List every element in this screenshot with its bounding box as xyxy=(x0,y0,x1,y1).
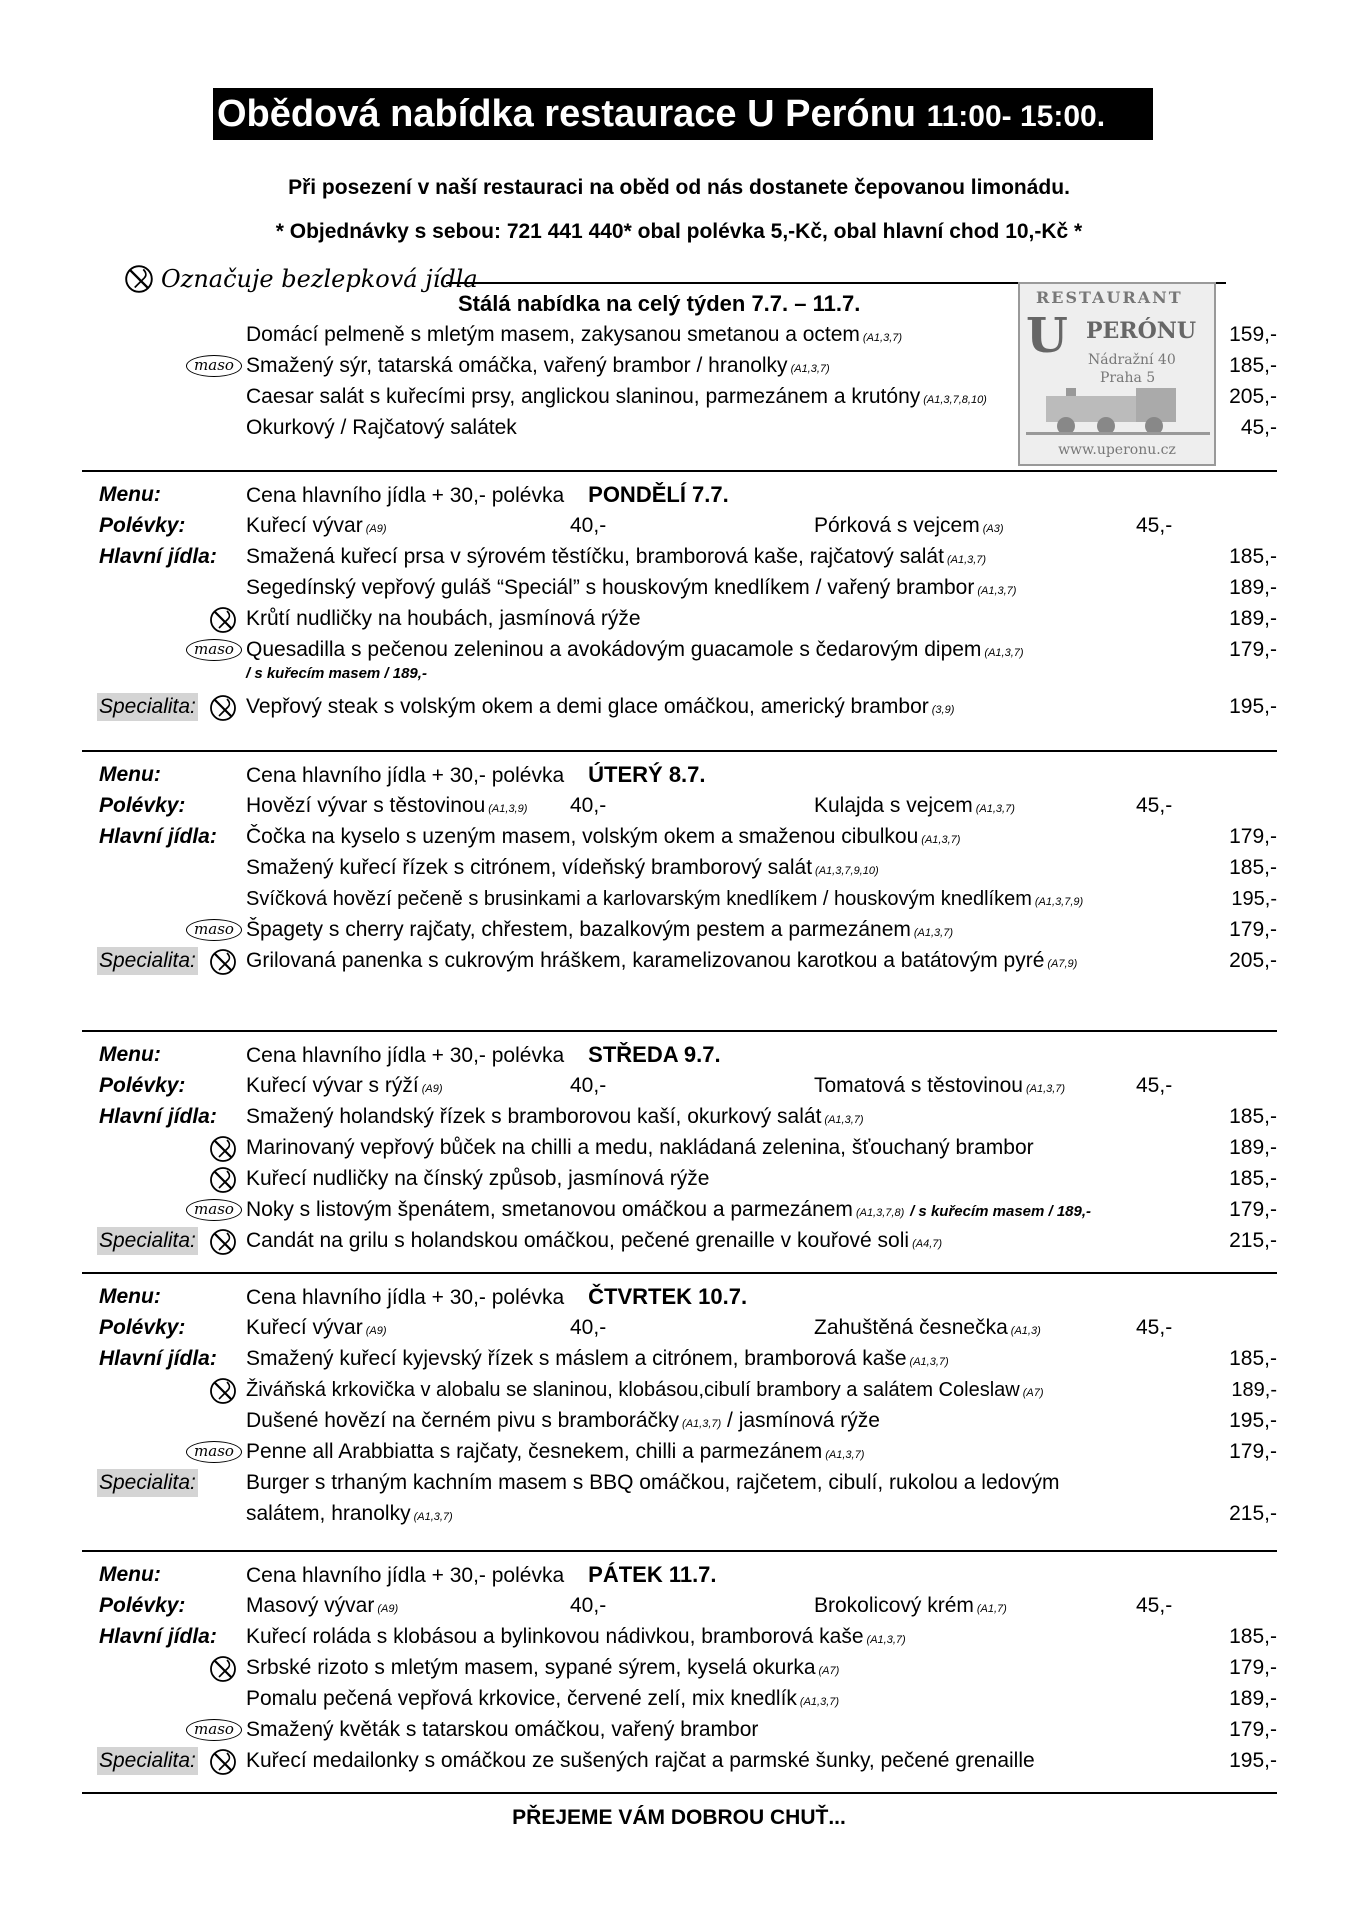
item-name xyxy=(246,320,902,353)
special-label: Specialita: xyxy=(97,1227,198,1255)
soup-name: Hovězí vývar s těstovinou xyxy=(246,794,486,817)
allergens: (A1,3,7) xyxy=(799,1696,840,1708)
price: 179,- xyxy=(1229,825,1277,848)
menu-price-note xyxy=(246,1560,717,1591)
item-name xyxy=(246,822,960,855)
mains-label: Hlavní jídla: xyxy=(99,1347,217,1370)
special-row-cont xyxy=(0,1499,1358,1529)
list-item xyxy=(0,1102,1358,1132)
item-name xyxy=(246,1406,880,1439)
item-name xyxy=(246,382,987,415)
allergens: (A1,3,7) xyxy=(824,1114,864,1126)
item-name: Burger s trhaným kachním masem s BBQ omáčkou, rajčetem, cibulí, rukolou a ledovým xyxy=(246,1471,1060,1494)
menu-row xyxy=(0,1560,1358,1590)
price: 189,- xyxy=(1231,1379,1277,1401)
allergens: (A7) xyxy=(818,1665,840,1677)
mains-label: Hlavní jídla: xyxy=(99,1625,217,1648)
meat-badge-text: maso xyxy=(186,1719,242,1741)
meat-badge-text: maso xyxy=(186,1199,242,1221)
item-name: Kuřecí medailonky s omáčkou ze sušených rajčat a parmské šunky, pečené grenaille xyxy=(246,1749,1035,1772)
item-name xyxy=(246,1653,839,1686)
price: 195,- xyxy=(1229,695,1277,718)
list-item xyxy=(0,1164,1358,1194)
divider xyxy=(82,750,1277,752)
allergens: (A1,3) xyxy=(1010,1325,1041,1337)
logo-city: Praha 5 xyxy=(1100,370,1156,386)
menu-price-text: Cena hlavního jídla + 30,- polévka xyxy=(246,764,565,787)
item-name xyxy=(246,1499,453,1532)
item-text: Smažená kuřecí prsa v sýrovém těstíčku, bramborová kaše, rajčatový salát xyxy=(246,545,944,568)
item-text: Smažený holandský řízek s bramborovou kaší, okurkový salát xyxy=(246,1105,822,1128)
allergens: (A1,3,7) xyxy=(909,1356,949,1368)
item-text: Pomalu pečená vepřová krkovice, červené zelí, mix knedlík xyxy=(246,1687,797,1710)
list-item xyxy=(0,853,1358,883)
menu-label: Menu: xyxy=(99,483,161,506)
item-name xyxy=(246,915,953,948)
mains-label: Hlavní jídla: xyxy=(99,1105,217,1128)
price: 185,- xyxy=(1229,1105,1277,1128)
soup-2 xyxy=(814,1313,1041,1346)
item-name xyxy=(246,542,986,575)
meat-badge-text: maso xyxy=(186,1441,242,1463)
divider xyxy=(82,1550,1277,1552)
logo-name: PERÓNU xyxy=(1086,318,1197,344)
opening-hours: 11:00- 15:00. xyxy=(926,100,1106,133)
allergens: (A1,3,7) xyxy=(975,803,1015,815)
list-item xyxy=(0,1195,1358,1225)
menu-label: Menu: xyxy=(99,1043,161,1066)
item-name xyxy=(246,1622,906,1655)
soup-price: 45,- xyxy=(1136,1074,1173,1097)
item-name: Smažený květák s tatarskou omáčkou, vařený brambor xyxy=(246,1718,759,1741)
item-name xyxy=(246,692,954,725)
item-name xyxy=(246,351,830,384)
list-item xyxy=(0,1715,1358,1745)
allergens: (A1,3,7) xyxy=(413,1511,453,1523)
gluten-free-icon xyxy=(208,948,238,976)
menu-row xyxy=(0,760,1358,790)
soup-2 xyxy=(814,511,1004,544)
list-item xyxy=(0,884,1358,914)
allergens: (A1,3,7,8,10) xyxy=(923,394,987,406)
price: 215,- xyxy=(1229,1502,1277,1525)
meat-badge-text: maso xyxy=(186,639,242,661)
logo-web: www.uperonu.cz xyxy=(1058,442,1176,458)
allergens: (A9) xyxy=(377,1603,399,1615)
price: 179,- xyxy=(1229,1198,1277,1221)
item-text: Caesar salát s kuřecími prsy, anglickou slaninou, parmezánem a krutóny xyxy=(246,385,921,408)
menu-label: Menu: xyxy=(99,1563,161,1586)
item-name xyxy=(246,1344,949,1377)
gluten-free-icon xyxy=(208,1166,238,1194)
soup-price: 40,- xyxy=(570,794,607,817)
soup-2 xyxy=(814,1071,1065,1104)
allergens: (A7,9) xyxy=(1047,958,1078,970)
meat-badge xyxy=(186,355,242,377)
soup-price: 40,- xyxy=(570,1594,607,1617)
variant-note: / s kuřecím masem / 189,- xyxy=(910,1203,1092,1220)
item-text: Quesadilla s pečenou zeleninou a avokádovým guacamole s čedarovým dipem xyxy=(246,638,982,661)
price: 179,- xyxy=(1229,1718,1277,1741)
price: 185,- xyxy=(1229,1347,1277,1370)
allergens: (A1,3,7,9) xyxy=(1034,896,1084,908)
price: 45,- xyxy=(1240,416,1277,439)
meat-badge-text: maso xyxy=(186,355,242,377)
menu-price-text: Cena hlavního jídla + 30,- polévka xyxy=(246,484,565,507)
soup-name: Kuřecí vývar xyxy=(246,514,363,537)
soup-price: 45,- xyxy=(1136,1316,1173,1339)
gluten-free-icon xyxy=(208,1748,238,1776)
soup-price: 45,- xyxy=(1136,1594,1173,1617)
special-row xyxy=(0,946,1358,976)
allergens: (A9) xyxy=(365,523,387,535)
item-name xyxy=(246,1684,839,1717)
item-text: Čočka na kyselo s uzeným masem, volským okem a smaženou cibulkou xyxy=(246,825,919,848)
divider xyxy=(82,1272,1277,1274)
meat-badge xyxy=(186,1199,242,1221)
item-name xyxy=(246,1226,942,1259)
item-name: Okurkový / Rajčatový salátek xyxy=(246,416,517,439)
menu-price-text: Cena hlavního jídla + 30,- polévka xyxy=(246,1286,565,1309)
list-item xyxy=(0,1133,1358,1163)
soup-name: Zahuštěná česnečka xyxy=(814,1316,1008,1339)
meat-badge xyxy=(186,1441,242,1463)
allergens: (A1,3,7,9,10) xyxy=(815,865,879,877)
day-heading: ÚTERÝ 8.7. xyxy=(588,762,706,787)
item-text: Noky s listovým špenátem, smetanovou omáčkou a parmezánem xyxy=(246,1198,853,1221)
soups-label: Polévky: xyxy=(99,514,186,537)
price: 179,- xyxy=(1229,918,1277,941)
list-item xyxy=(0,915,1358,945)
price: 185,- xyxy=(1229,856,1277,879)
weekly-offer-heading: Stálá nabídka na celý týden 7.7. – 11.7. xyxy=(458,291,861,316)
item-text: Domácí pelmeně s mletým masem, zakysanou smetanou a octem xyxy=(246,323,860,346)
item-name: Marinovaný vepřový bůček na chilli a medu, nakládaná zelenina, šťouchaný brambor xyxy=(246,1136,1034,1159)
item-text: Špagety s cherry rajčaty, chřestem, bazalkovým pestem a parmezánem xyxy=(246,918,911,941)
soup-1 xyxy=(246,1313,386,1346)
soup-price: 40,- xyxy=(570,1316,607,1339)
allergens: (A1,3,7) xyxy=(1025,1083,1066,1095)
logo-letter: U xyxy=(1026,308,1068,364)
menu-price-note xyxy=(246,480,729,511)
item-name xyxy=(246,1102,864,1135)
item-text: Srbské rizoto s mletým masem, sypané sýrem, kyselá okurka xyxy=(246,1656,816,1679)
allergens: (A1,3,7) xyxy=(790,363,830,375)
list-item xyxy=(0,1437,1358,1467)
soup-2 xyxy=(814,791,1015,824)
closing-message: PŘEJEME VÁM DOBROU CHUŤ... xyxy=(512,1806,846,1829)
item-text: Živáňská krkovička v alobalu se slaninou, klobásou,cibulí brambory a salátem Coleslaw xyxy=(246,1379,1020,1401)
gluten-free-icon xyxy=(208,694,238,722)
soup-price: 40,- xyxy=(570,514,607,537)
soup-name: Brokolicový krém xyxy=(814,1594,974,1617)
price: 195,- xyxy=(1229,1749,1277,1772)
soups-row xyxy=(0,791,1358,821)
logo-address: Nádražní 40 xyxy=(1088,352,1176,368)
price: 205,- xyxy=(1229,385,1277,408)
gluten-free-legend-text: Označuje bezlepková jídla xyxy=(161,265,478,293)
gluten-free-icon xyxy=(208,1655,238,1683)
item-text: Segedínský vepřový guláš “Speciál” s houskovým knedlíkem / vařený brambor xyxy=(246,576,975,599)
soup-name: Kuřecí vývar xyxy=(246,1316,363,1339)
price: 205,- xyxy=(1229,949,1277,972)
price: 185,- xyxy=(1229,354,1277,377)
item-name xyxy=(246,884,1083,917)
list-item xyxy=(0,573,1358,603)
allergens: (A9) xyxy=(365,1325,387,1337)
price: 195,- xyxy=(1231,888,1277,910)
menu-price-text: Cena hlavního jídla + 30,- polévka xyxy=(246,1564,565,1587)
price: 185,- xyxy=(1229,1167,1277,1190)
item-text: Smažený kuřecí kyjevský řízek s máslem a citrónem, bramborová kaše xyxy=(246,1347,907,1370)
item-text: Smažený kuřecí řízek s citrónem, vídeňský bramborový salát xyxy=(246,856,813,879)
soups-label: Polévky: xyxy=(99,1594,186,1617)
meat-badge xyxy=(186,1719,242,1741)
item-name: Kuřecí nudličky na čínský způsob, jasmínová rýže xyxy=(246,1167,710,1190)
day-heading: ČTVRTEK 10.7. xyxy=(588,1284,748,1309)
allergens: (A3) xyxy=(982,523,1004,535)
meat-badge-text: maso xyxy=(186,919,242,941)
price: 189,- xyxy=(1229,576,1277,599)
soups-label: Polévky: xyxy=(99,794,186,817)
list-item xyxy=(0,604,1358,634)
allergens: (A1,3,7) xyxy=(866,1634,906,1646)
soup-name: Tomatová s těstovinou xyxy=(814,1074,1023,1097)
divider xyxy=(82,1030,1277,1032)
item-name xyxy=(246,1375,1043,1408)
menu-price-note xyxy=(246,1282,747,1313)
soup-1 xyxy=(246,1071,442,1104)
list-item xyxy=(0,1344,1358,1374)
price: 189,- xyxy=(1229,1136,1277,1159)
item-name xyxy=(246,573,1016,606)
list-item xyxy=(0,1653,1358,1683)
day-heading: STŘEDA 9.7. xyxy=(588,1042,721,1067)
variant-note: / s kuřecím masem / 189,- xyxy=(246,665,427,682)
soup-name: Kuřecí vývar s rýží xyxy=(246,1074,419,1097)
list-item xyxy=(0,1622,1358,1652)
gluten-free-icon xyxy=(208,1377,238,1405)
item-name xyxy=(246,1195,1091,1228)
list-item xyxy=(0,542,1358,572)
special-label: Specialita: xyxy=(97,1469,198,1497)
allergens: (A1,3,7) xyxy=(682,1418,722,1430)
soups-label: Polévky: xyxy=(99,1316,186,1339)
item-alternative: / jasmínová rýže xyxy=(727,1409,880,1432)
menu-label: Menu: xyxy=(99,1285,161,1308)
menu-price-note xyxy=(246,1040,721,1071)
allergens: (A1,3,7) xyxy=(977,585,1017,597)
allergens: (A7) xyxy=(1022,1387,1044,1399)
mains-label: Hlavní jídla: xyxy=(99,545,217,568)
list-item xyxy=(0,1406,1358,1436)
allergens: (A1,3,7,8) xyxy=(855,1207,905,1219)
price: 179,- xyxy=(1229,1656,1277,1679)
allergens: (3,9) xyxy=(931,704,955,716)
gluten-free-icon xyxy=(208,1135,238,1163)
menu-row xyxy=(0,480,1358,510)
soups-row xyxy=(0,511,1358,541)
price: 159,- xyxy=(1229,323,1277,346)
item-name xyxy=(246,853,879,886)
price: 179,- xyxy=(1229,638,1277,661)
special-label: Specialita: xyxy=(97,693,198,721)
item-text: Candát na grilu s holandskou omáčkou, pečené grenaille v kouřové soli xyxy=(246,1229,910,1252)
title-text: Obědová nabídka restaurace U Perónu xyxy=(217,93,917,135)
meat-badge xyxy=(186,919,242,941)
gluten-free-legend xyxy=(123,262,478,296)
soup-name: Pórková s vejcem xyxy=(814,514,980,537)
special-row xyxy=(0,1746,1358,1776)
item-text: Kuřecí roláda s klobásou a bylinkovou nádivkou, bramborová kaše xyxy=(246,1625,864,1648)
item-text: Svíčková hovězí pečeně s brusinkami a karlovarským knedlíkem / houskovým knedlíkem xyxy=(246,888,1032,910)
soups-row xyxy=(0,1591,1358,1621)
divider xyxy=(82,1792,1277,1794)
soup-price: 40,- xyxy=(570,1074,607,1097)
list-item xyxy=(0,413,1358,443)
soups-label: Polévky: xyxy=(99,1074,186,1097)
list-item xyxy=(0,351,1358,381)
soup-name: Kulajda s vejcem xyxy=(814,794,973,817)
soup-1 xyxy=(246,791,527,824)
list-item xyxy=(0,1684,1358,1714)
list-item-note xyxy=(0,662,1358,686)
allergens: (A1,3,7) xyxy=(946,554,987,566)
list-item xyxy=(0,635,1358,665)
day-heading: PONDĚLÍ 7.7. xyxy=(588,482,729,507)
price: 215,- xyxy=(1229,1229,1277,1252)
menu-row xyxy=(0,1282,1358,1312)
soups-row xyxy=(0,1313,1358,1343)
soups-row xyxy=(0,1071,1358,1101)
list-item xyxy=(0,822,1358,852)
special-row xyxy=(0,1468,1358,1498)
price: 189,- xyxy=(1229,607,1277,630)
soup-name: Masový vývar xyxy=(246,1594,375,1617)
item-text: salátem, hranolky xyxy=(246,1502,411,1525)
item-text: Vepřový steak s volským okem a demi glace omáčkou, americký brambor xyxy=(246,695,929,718)
price: 189,- xyxy=(1229,1687,1277,1710)
soup-1 xyxy=(246,1591,398,1624)
allergens: (A9) xyxy=(421,1083,443,1095)
price: 185,- xyxy=(1229,545,1277,568)
menu-label: Menu: xyxy=(99,763,161,786)
lemonade-note: Při posezení v naší restauraci na oběd od nás dostanete čepovanou limonádu. xyxy=(288,176,1070,199)
page-title xyxy=(213,88,1153,140)
meat-badge xyxy=(186,639,242,661)
item-text: Penne all Arabbiatta s rajčaty, česnekem, chilli a parmezánem xyxy=(246,1440,823,1463)
logo-text: RESTAURANT xyxy=(1036,288,1183,307)
price: 179,- xyxy=(1229,1440,1277,1463)
list-item xyxy=(0,1375,1358,1405)
soup-2 xyxy=(814,1591,1007,1624)
gluten-free-icon xyxy=(208,1228,238,1256)
gluten-free-icon xyxy=(123,264,155,294)
menu-row xyxy=(0,1040,1358,1070)
mains-label: Hlavní jídla: xyxy=(99,825,217,848)
special-row xyxy=(0,692,1358,722)
allergens: (A1,3,7) xyxy=(921,834,961,846)
soup-1 xyxy=(246,511,386,544)
allergens: (A1,7) xyxy=(976,1603,1007,1615)
divider xyxy=(82,470,1277,472)
allergens: (A1,3,7) xyxy=(862,332,903,344)
gluten-free-icon xyxy=(208,606,238,634)
allergens: (A1,3,7) xyxy=(984,647,1024,659)
item-text: Dušené hovězí na černém pivu s bramboráčky xyxy=(246,1409,680,1432)
allergens: (A1,3,7) xyxy=(825,1449,865,1461)
item-name xyxy=(246,946,1077,979)
special-label: Specialita: xyxy=(97,1747,198,1775)
allergens: (A1,3,9) xyxy=(488,803,528,815)
allergens: (A4,7) xyxy=(912,1238,943,1250)
menu-price-note xyxy=(246,760,706,791)
price: 195,- xyxy=(1229,1409,1277,1432)
takeaway-note: * Objednávky s sebou: 721 441 440* obal polévka 5,-Kč, obal hlavní chod 10,-Kč * xyxy=(275,220,1083,243)
item-name xyxy=(246,1437,864,1470)
item-text: Smažený sýr, tatarská omáčka, vařený brambor / hranolky xyxy=(246,354,788,377)
allergens: (A1,3,7) xyxy=(913,927,954,939)
soup-price: 45,- xyxy=(1136,514,1173,537)
list-item xyxy=(0,320,1358,350)
special-row xyxy=(0,1226,1358,1256)
list-item xyxy=(0,382,1358,412)
day-heading: PÁTEK 11.7. xyxy=(588,1562,717,1587)
soup-price: 45,- xyxy=(1136,794,1173,817)
special-label: Specialita: xyxy=(97,947,198,975)
menu-price-text: Cena hlavního jídla + 30,- polévka xyxy=(246,1044,565,1067)
item-text: Grilovaná panenka s cukrovým hráškem, karamelizovanou karotkou a batátovým pyré xyxy=(246,949,1045,972)
item-name: Krůtí nudličky na houbách, jasmínová rýže xyxy=(246,607,641,630)
price: 185,- xyxy=(1229,1625,1277,1648)
